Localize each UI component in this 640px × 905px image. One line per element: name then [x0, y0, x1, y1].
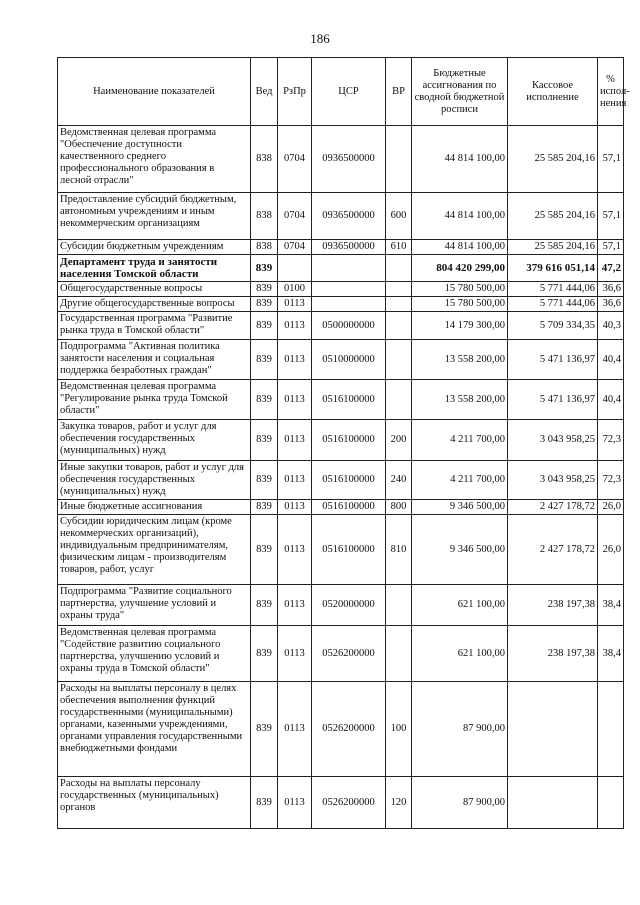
cell-budget: 804 420 299,00 [412, 255, 508, 282]
cell-csr: 0516100000 [312, 515, 386, 585]
table-row [58, 193, 624, 240]
cell-rzpr: 0113 [278, 682, 312, 777]
cell-csr: 0526200000 [312, 626, 386, 682]
cell-budget: 621 100,00 [412, 626, 508, 682]
table-row [58, 255, 624, 282]
cell-name: Подпрограмма "Активная политика занятости населения и социальная поддержка безработных граждан" [58, 340, 251, 380]
cell-cash: 2 427 178,72 [508, 515, 598, 585]
cell-pct: 40,3 [598, 312, 624, 340]
cell-vr [386, 585, 412, 626]
cell-pct [598, 682, 624, 777]
cell-budget: 15 780 500,00 [412, 297, 508, 312]
cell-cash: 5 471 136,97 [508, 340, 598, 380]
cell-budget: 4 211 700,00 [412, 420, 508, 461]
cell-rzpr: 0113 [278, 515, 312, 585]
cell-rzpr: 0113 [278, 340, 312, 380]
cell-csr: 0936500000 [312, 193, 386, 240]
cell-ved: 839 [251, 777, 278, 829]
cell-pct: 40,4 [598, 340, 624, 380]
cell-budget: 4 211 700,00 [412, 461, 508, 500]
cell-cash: 5 771 444,06 [508, 282, 598, 297]
cell-cash: 5 471 136,97 [508, 380, 598, 420]
header-rzpr: РзПр [278, 58, 312, 126]
table-row [58, 312, 624, 340]
cell-csr [312, 255, 386, 282]
header-ved: Вед [251, 58, 278, 126]
cell-vr [386, 255, 412, 282]
cell-vr: 240 [386, 461, 412, 500]
cell-vr [386, 126, 412, 193]
cell-vr: 120 [386, 777, 412, 829]
cell-pct: 57,1 [598, 193, 624, 240]
cell-csr: 0500000000 [312, 312, 386, 340]
cell-ved: 839 [251, 255, 278, 282]
cell-pct: 72,3 [598, 461, 624, 500]
cell-budget: 9 346 500,00 [412, 515, 508, 585]
cell-name: Субсидии юридическим лицам (кроме некоммерческих организаций), индивидуальным предпринимателям, физическим лицам - производителям товаров, работ, услуг [58, 515, 251, 585]
cell-csr: 0516100000 [312, 461, 386, 500]
table-row [58, 240, 624, 255]
cell-ved: 839 [251, 340, 278, 380]
cell-rzpr: 0113 [278, 626, 312, 682]
cell-vr: 200 [386, 420, 412, 461]
cell-csr: 0936500000 [312, 240, 386, 255]
cell-name: Ведомственная целевая программа "Обеспечение доступности качественного среднего профессионального образования в лесной отрасли" [58, 126, 251, 193]
cell-budget: 44 814 100,00 [412, 240, 508, 255]
header-name: Наименование показателей [58, 58, 251, 126]
cell-csr: 0510000000 [312, 340, 386, 380]
cell-csr: 0526200000 [312, 777, 386, 829]
cell-name: Субсидии бюджетным учреждениям [58, 240, 251, 255]
cell-csr [312, 297, 386, 312]
cell-ved: 839 [251, 585, 278, 626]
cell-budget: 44 814 100,00 [412, 193, 508, 240]
cell-vr: 610 [386, 240, 412, 255]
cell-budget: 9 346 500,00 [412, 500, 508, 515]
cell-name: Подпрограмма "Развитие социального партнерства, улучшение условий и охраны труда" [58, 585, 251, 626]
cell-budget: 44 814 100,00 [412, 126, 508, 193]
cell-pct: 57,1 [598, 240, 624, 255]
cell-name: Ведомственная целевая программа "Содействие развитию социального партнерства, улучшению условий и охраны труда в Томской области" [58, 626, 251, 682]
cell-pct: 57,1 [598, 126, 624, 193]
header-cash: Кассовое исполнение [508, 58, 598, 126]
cell-pct: 26,0 [598, 515, 624, 585]
cell-ved: 838 [251, 193, 278, 240]
cell-csr: 0520000000 [312, 585, 386, 626]
cell-name: Закупка товаров, работ и услуг для обеспечения государственных (муниципальных) нужд [58, 420, 251, 461]
cell-pct: 72,3 [598, 420, 624, 461]
cell-ved: 839 [251, 420, 278, 461]
table-row [58, 461, 624, 500]
cell-rzpr: 0704 [278, 126, 312, 193]
cell-cash: 25 585 204,16 [508, 193, 598, 240]
cell-cash: 238 197,38 [508, 585, 598, 626]
cell-name: Государственная программа "Развитие рынка труда в Томской области" [58, 312, 251, 340]
table-header-row [58, 58, 624, 126]
cell-name: Иные бюджетные ассигнования [58, 500, 251, 515]
cell-cash: 3 043 958,25 [508, 461, 598, 500]
cell-rzpr: 0113 [278, 297, 312, 312]
cell-cash: 5 771 444,06 [508, 297, 598, 312]
cell-pct: 47,2 [598, 255, 624, 282]
cell-ved: 838 [251, 126, 278, 193]
cell-budget: 13 558 200,00 [412, 340, 508, 380]
cell-ved: 839 [251, 461, 278, 500]
cell-cash: 379 616 051,14 [508, 255, 598, 282]
cell-pct: 38,4 [598, 626, 624, 682]
cell-name: Иные закупки товаров, работ и услуг для обеспечения государственных (муниципальных) нужд [58, 461, 251, 500]
table-row [58, 282, 624, 297]
cell-name: Ведомственная целевая программа "Регулирование рынка труда Томской области" [58, 380, 251, 420]
cell-rzpr: 0113 [278, 380, 312, 420]
cell-cash: 238 197,38 [508, 626, 598, 682]
cell-rzpr: 0704 [278, 240, 312, 255]
page-number: 186 [310, 31, 330, 46]
cell-vr: 600 [386, 193, 412, 240]
cell-ved: 839 [251, 297, 278, 312]
cell-vr [386, 312, 412, 340]
cell-cash [508, 777, 598, 829]
cell-cash: 25 585 204,16 [508, 240, 598, 255]
cell-pct: 36,6 [598, 282, 624, 297]
cell-pct: 26,0 [598, 500, 624, 515]
cell-cash: 5 709 334,35 [508, 312, 598, 340]
cell-name: Другие общегосударственные вопросы [58, 297, 251, 312]
cell-cash: 2 427 178,72 [508, 500, 598, 515]
table-row [58, 340, 624, 380]
cell-vr: 810 [386, 515, 412, 585]
cell-cash [508, 682, 598, 777]
cell-cash: 3 043 958,25 [508, 420, 598, 461]
budget-table [57, 57, 630, 829]
cell-vr [386, 297, 412, 312]
cell-rzpr: 0113 [278, 461, 312, 500]
cell-rzpr: 0113 [278, 500, 312, 515]
cell-rzpr: 0113 [278, 312, 312, 340]
cell-name: Расходы на выплаты персоналу государственных (муниципальных) органов [58, 777, 251, 829]
cell-pct [598, 777, 624, 829]
cell-csr: 0936500000 [312, 126, 386, 193]
table-row [58, 380, 624, 420]
table-row [58, 626, 624, 682]
table-row [58, 420, 624, 461]
table-row [58, 777, 624, 829]
table-row [58, 585, 624, 626]
header-budget: Бюджетные ассигнования по сводной бюджетной росписи [412, 58, 508, 126]
cell-budget: 87 900,00 [412, 682, 508, 777]
table-row [58, 126, 624, 193]
cell-vr [386, 380, 412, 420]
cell-pct: 38,4 [598, 585, 624, 626]
cell-vr [386, 626, 412, 682]
cell-ved: 839 [251, 500, 278, 515]
cell-rzpr: 0113 [278, 777, 312, 829]
cell-cash: 25 585 204,16 [508, 126, 598, 193]
cell-pct: 36,6 [598, 297, 624, 312]
header-pct: % испол-нения [598, 58, 624, 126]
cell-ved: 839 [251, 380, 278, 420]
table-row [58, 515, 624, 585]
cell-vr: 100 [386, 682, 412, 777]
cell-name: Расходы на выплаты персоналу в целях обеспечения выполнения функций государственными (муниципальными) органами, казенными учреждениями, органами управления государственными внебюджетными фондами [58, 682, 251, 777]
table-row [58, 500, 624, 515]
cell-csr: 0526200000 [312, 682, 386, 777]
cell-budget: 13 558 200,00 [412, 380, 508, 420]
cell-csr: 0516100000 [312, 420, 386, 461]
cell-pct: 40,4 [598, 380, 624, 420]
cell-ved: 838 [251, 240, 278, 255]
cell-vr: 800 [386, 500, 412, 515]
cell-rzpr: 0113 [278, 420, 312, 461]
cell-name: Предоставление субсидий бюджетным, автономным учреждениям и иным некоммерческим организациям [58, 193, 251, 240]
cell-csr: 0516100000 [312, 500, 386, 515]
header-vr: ВР [386, 58, 412, 126]
cell-vr [386, 282, 412, 297]
cell-csr [312, 282, 386, 297]
table-row [58, 682, 624, 777]
cell-rzpr: 0704 [278, 193, 312, 240]
cell-rzpr: 0100 [278, 282, 312, 297]
header-csr: ЦСР [312, 58, 386, 126]
cell-ved: 839 [251, 282, 278, 297]
cell-ved: 839 [251, 515, 278, 585]
cell-ved: 839 [251, 626, 278, 682]
cell-name: Общегосударственные вопросы [58, 282, 251, 297]
cell-rzpr [278, 255, 312, 282]
cell-ved: 839 [251, 682, 278, 777]
cell-budget: 15 780 500,00 [412, 282, 508, 297]
cell-csr: 0516100000 [312, 380, 386, 420]
cell-vr [386, 340, 412, 380]
cell-name: Департамент труда и занятости населения Томской области [58, 255, 251, 282]
cell-budget: 621 100,00 [412, 585, 508, 626]
cell-budget: 14 179 300,00 [412, 312, 508, 340]
table-row [58, 297, 624, 312]
cell-rzpr: 0113 [278, 585, 312, 626]
cell-ved: 839 [251, 312, 278, 340]
cell-budget: 87 900,00 [412, 777, 508, 829]
